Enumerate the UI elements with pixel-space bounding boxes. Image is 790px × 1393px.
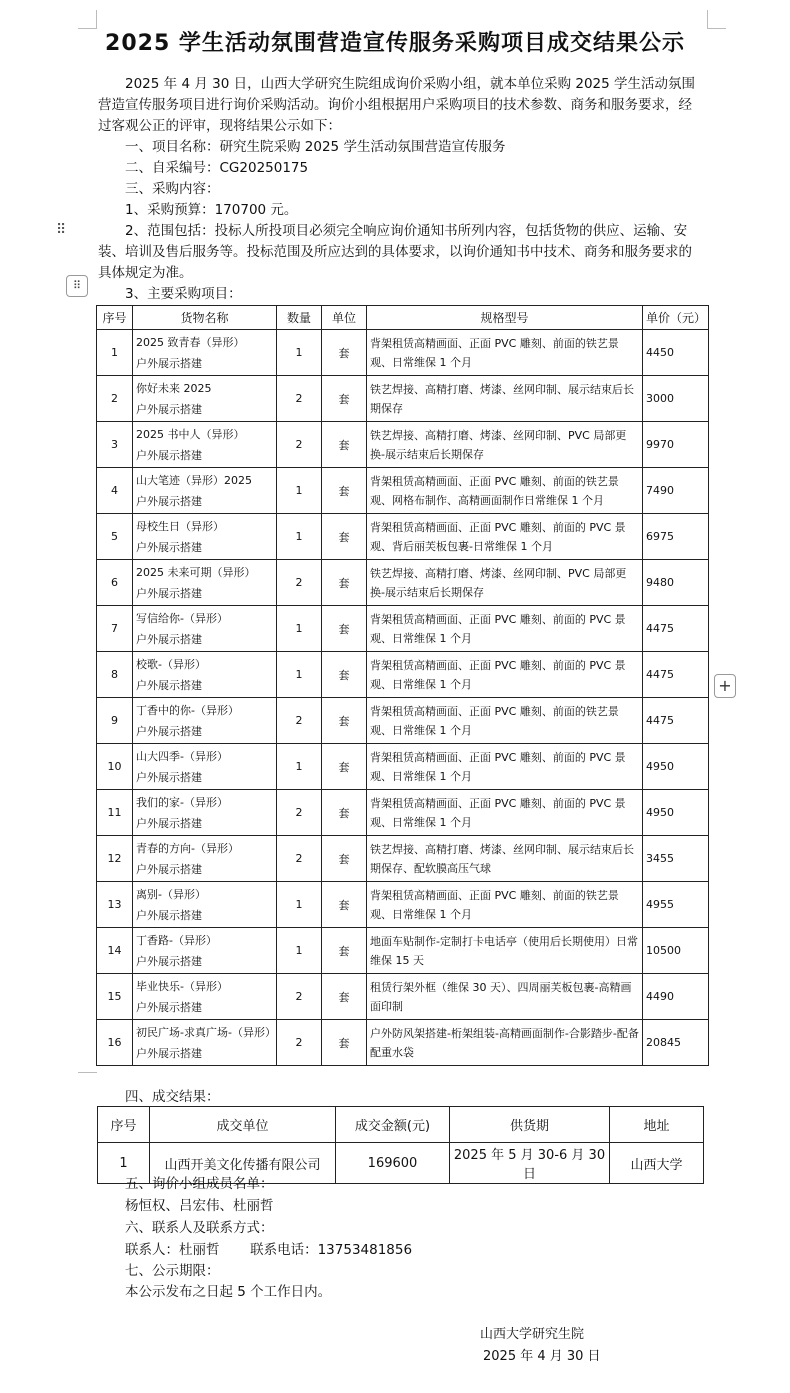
table-row xyxy=(97,1020,709,1066)
item-spec: 铁艺焊接、高精打磨、烤漆、丝网印制、展示结束后长期保存、配软膜高压气球 xyxy=(367,836,643,882)
item-unit: 套 xyxy=(322,514,367,560)
item-qty: 2 xyxy=(277,698,322,744)
members-heading: 五、询价小组成员名单： xyxy=(125,1176,274,1192)
item-no: 6 xyxy=(97,560,133,606)
document-title: 2025 学生活动氛围营造宣传服务采购项目成交结果公示 xyxy=(105,31,685,56)
item-unit: 套 xyxy=(322,744,367,790)
table-row xyxy=(97,790,709,836)
item-no: 14 xyxy=(97,928,133,974)
contact-person: 联系人：杜丽哲 xyxy=(125,1242,220,1258)
item-price: 10500 xyxy=(643,928,709,974)
add-row-icon[interactable]: + xyxy=(714,674,736,698)
item-unit: 套 xyxy=(322,974,367,1020)
main-items-heading: 3、主要采购项目： xyxy=(125,286,242,302)
header-unit: 单位 xyxy=(322,306,367,330)
result-header-amount: 成交金额(元) xyxy=(336,1107,450,1143)
header-no: 序号 xyxy=(97,306,133,330)
item-no: 7 xyxy=(97,606,133,652)
item-price: 4475 xyxy=(643,606,709,652)
item-name-line2: 户外展示搭建 xyxy=(136,586,202,600)
item-qty: 2 xyxy=(277,422,322,468)
item-name xyxy=(133,698,277,744)
item-qty: 2 xyxy=(277,560,322,606)
item-name xyxy=(133,468,277,514)
item-qty: 1 xyxy=(277,468,322,514)
item-name-line2: 户外展示搭建 xyxy=(136,1000,202,1014)
period-text: 本公示发布之日起 5 个工作日内。 xyxy=(125,1284,332,1300)
item-qty: 2 xyxy=(277,376,322,422)
item-no: 2 xyxy=(97,376,133,422)
item-spec: 租赁行架外框（维保 30 天）、四周丽芙板包裹-高精画面印制 xyxy=(367,974,643,1020)
item-price: 4955 xyxy=(643,882,709,928)
drag-handle-icon[interactable]: ⠿ xyxy=(56,222,67,238)
table-row xyxy=(97,606,709,652)
item-name-line2: 户外展示搭建 xyxy=(136,448,202,462)
contact-line xyxy=(98,1240,698,1261)
result-table-header xyxy=(98,1107,704,1143)
item-no: 10 xyxy=(97,744,133,790)
result-header-no: 序号 xyxy=(98,1107,150,1143)
table-row xyxy=(97,468,709,514)
item-no: 12 xyxy=(97,836,133,882)
result-period: 2025 年 5 月 30-6 月 30 日 xyxy=(450,1143,610,1184)
item-name-line1: 我们的家-（异形） xyxy=(136,795,228,809)
result-header-company: 成交单位 xyxy=(150,1107,336,1143)
item-spec: 背架租赁高精画面、正面 PVC 雕刻、前面的铁艺景观、日常维保 1 个月 xyxy=(367,698,643,744)
item-name xyxy=(133,744,277,790)
item-name-line1: 母校生日（异形） xyxy=(136,519,224,533)
item-name-line1: 2025 未来可期（异形） xyxy=(136,565,256,579)
item-price: 4950 xyxy=(643,790,709,836)
item-price: 20845 xyxy=(643,1020,709,1066)
item-name xyxy=(133,652,277,698)
item-spec: 铁艺焊接、高精打磨、烤漆、丝网印制、展示结束后长期保存 xyxy=(367,376,643,422)
item-name-line2: 户外展示搭建 xyxy=(136,770,202,784)
item-name-line1: 丁香路-（异形） xyxy=(136,933,217,947)
table-row xyxy=(97,330,709,376)
item-name xyxy=(133,606,277,652)
page-corner-mark xyxy=(78,1072,97,1073)
item-name xyxy=(133,882,277,928)
item-name-line1: 青春的方向-（异形） xyxy=(136,841,239,855)
item-unit: 套 xyxy=(322,790,367,836)
table-row xyxy=(97,560,709,606)
item-no: 3 xyxy=(97,422,133,468)
item-spec: 背架租赁高精画面、正面 PVC 雕刻、前面的铁艺景观、日常维保 1 个月 xyxy=(367,330,643,376)
item-spec: 铁艺焊接、高精打磨、烤漆、丝网印制、PVC 局部更换-展示结束后长期保存 xyxy=(367,422,643,468)
item-no: 15 xyxy=(97,974,133,1020)
item-name-line2: 户外展示搭建 xyxy=(136,724,202,738)
result-company: 山西开美文化传播有限公司 xyxy=(150,1143,336,1184)
items-table-header xyxy=(97,306,709,330)
content-heading: 三、采购内容： xyxy=(125,181,220,197)
project-name: 一、项目名称：研究生院采购 2025 学生活动氛围营造宣传服务 xyxy=(125,139,506,155)
item-spec: 背架租赁高精画面、正面 PVC 雕刻、前面的 PVC 景观、日常维保 1 个月 xyxy=(367,790,643,836)
item-name xyxy=(133,376,277,422)
item-unit: 套 xyxy=(322,1020,367,1066)
table-row xyxy=(97,652,709,698)
item-unit: 套 xyxy=(322,652,367,698)
table-handle-icon[interactable]: ⠿ xyxy=(66,275,88,297)
item-unit: 套 xyxy=(322,882,367,928)
item-name-line1: 山大四季-（异形） xyxy=(136,749,228,763)
item-price: 4475 xyxy=(643,652,709,698)
item-no: 13 xyxy=(97,882,133,928)
members-list: 杨恒权、吕宏伟、杜丽哲 xyxy=(125,1198,274,1214)
item-name-line2: 户外展示搭建 xyxy=(136,908,202,922)
item-price: 6975 xyxy=(643,514,709,560)
item-no: 5 xyxy=(97,514,133,560)
item-spec: 地面车贴制作-定制打卡电话亭（使用后长期使用）日常维保 15 天 xyxy=(367,928,643,974)
item-price: 4450 xyxy=(643,330,709,376)
table-row xyxy=(97,928,709,974)
self-code: 二、自采编号：CG20250175 xyxy=(125,160,309,176)
item-qty: 2 xyxy=(277,836,322,882)
table-row xyxy=(97,422,709,468)
header-price: 单价（元） xyxy=(643,306,709,330)
item-name xyxy=(133,790,277,836)
item-name-line1: 2025 致青春（异形） xyxy=(136,335,245,349)
item-unit: 套 xyxy=(322,422,367,468)
header-name: 货物名称 xyxy=(133,306,277,330)
item-price: 9970 xyxy=(643,422,709,468)
item-name-line1: 丁香中的你-（异形） xyxy=(136,703,239,717)
item-qty: 1 xyxy=(277,606,322,652)
header-qty: 数量 xyxy=(277,306,322,330)
item-name xyxy=(133,330,277,376)
item-unit: 套 xyxy=(322,698,367,744)
scope-paragraph: 2、范围包括：投标人所投项目必须完全响应询价通知书所列内容，包括货物的供应、运输、安装、培训及售后服务等。投标范围及所应达到的具体要求，以询价通知书中技术、商务和服务要求的具体规定为准。 xyxy=(98,223,692,281)
item-no: 4 xyxy=(97,468,133,514)
result-heading: 四、成交结果： xyxy=(125,1089,220,1105)
item-no: 8 xyxy=(97,652,133,698)
result-header-period: 供货期 xyxy=(450,1107,610,1143)
item-price: 4950 xyxy=(643,744,709,790)
result-amount: 169600 xyxy=(336,1143,450,1184)
item-spec: 背架租赁高精画面、正面 PVC 雕刻、前面的 PVC 景观、日常维保 1 个月 xyxy=(367,652,643,698)
item-spec: 背架租赁高精画面、正面 PVC 雕刻、前面的 PVC 景观、日常维保 1 个月 xyxy=(367,606,643,652)
item-name-line2: 户外展示搭建 xyxy=(136,862,202,876)
item-name-line2: 户外展示搭建 xyxy=(136,816,202,830)
item-price: 3455 xyxy=(643,836,709,882)
item-name-line2: 户外展示搭建 xyxy=(136,402,202,416)
item-name-line1: 2025 书中人（异形） xyxy=(136,427,245,441)
item-name-line2: 户外展示搭建 xyxy=(136,632,202,646)
item-spec: 户外防风架搭建-桁架组装-高精画面制作-合影踏步-配备配重水袋 xyxy=(367,1020,643,1066)
table-row xyxy=(97,744,709,790)
item-unit: 套 xyxy=(322,560,367,606)
item-qty: 1 xyxy=(277,744,322,790)
item-qty: 1 xyxy=(277,882,322,928)
contact-heading: 六、联系人及联系方式： xyxy=(125,1220,274,1236)
item-price: 4490 xyxy=(643,974,709,1020)
table-row xyxy=(97,882,709,928)
item-unit: 套 xyxy=(322,928,367,974)
item-name-line2: 户外展示搭建 xyxy=(136,678,202,692)
header-spec: 规格型号 xyxy=(367,306,643,330)
item-qty: 1 xyxy=(277,652,322,698)
item-price: 3000 xyxy=(643,376,709,422)
budget-line: 1、采购预算：170700 元。 xyxy=(125,202,298,218)
item-name-line2: 户外展示搭建 xyxy=(136,494,202,508)
item-name xyxy=(133,1020,277,1066)
item-qty: 2 xyxy=(277,1020,322,1066)
signature-date: 2025 年 4 月 30 日 xyxy=(483,1349,601,1364)
item-price: 9480 xyxy=(643,560,709,606)
signature-org: 山西大学研究生院 xyxy=(480,1327,585,1342)
item-no: 1 xyxy=(97,330,133,376)
item-qty: 1 xyxy=(277,514,322,560)
item-price: 7490 xyxy=(643,468,709,514)
item-unit: 套 xyxy=(322,468,367,514)
items-table xyxy=(96,305,709,1066)
item-unit: 套 xyxy=(322,376,367,422)
item-name-line1: 校歌-（异形） xyxy=(136,657,206,671)
item-name-line2: 户外展示搭建 xyxy=(136,954,202,968)
item-name xyxy=(133,974,277,1020)
item-name-line2: 户外展示搭建 xyxy=(136,356,202,370)
intro-paragraph: 2025 年 4 月 30 日，山西大学研究生院组成询价采购小组，就本单位采购 2025 学生活动氛围营造宣传服务项目进行询价采购活动。询价小组根据用户采购项目的技术参数、商务和服务要求，经过客观公正的评审，现将结果公示如下： xyxy=(98,76,696,134)
result-no: 1 xyxy=(98,1143,150,1184)
table-row xyxy=(97,974,709,1020)
item-name xyxy=(133,836,277,882)
item-qty: 1 xyxy=(277,928,322,974)
item-qty: 1 xyxy=(277,330,322,376)
item-qty: 2 xyxy=(277,790,322,836)
item-no: 11 xyxy=(97,790,133,836)
item-unit: 套 xyxy=(322,330,367,376)
item-no: 9 xyxy=(97,698,133,744)
item-spec: 背架租赁高精画面、正面 PVC 雕刻、前面的 PVC 景观、背后丽芙板包裹-日常维保 1 个月 xyxy=(367,514,643,560)
item-name-line1: 写信给你-（异形） xyxy=(136,611,228,625)
contact-phone: 联系电话：13753481856 xyxy=(250,1242,413,1258)
item-spec: 背架租赁高精画面、正面 PVC 雕刻、前面的铁艺景观、日常维保 1 个月 xyxy=(367,882,643,928)
item-name xyxy=(133,560,277,606)
item-no: 16 xyxy=(97,1020,133,1066)
item-unit: 套 xyxy=(322,836,367,882)
result-address: 山西大学 xyxy=(610,1143,704,1184)
item-spec: 背架租赁高精画面、正面 PVC 雕刻、前面的 PVC 景观、日常维保 1 个月 xyxy=(367,744,643,790)
item-name xyxy=(133,514,277,560)
table-row xyxy=(97,698,709,744)
item-name xyxy=(133,422,277,468)
item-price: 4475 xyxy=(643,698,709,744)
item-name-line1: 离别-（异形） xyxy=(136,887,206,901)
item-name xyxy=(133,928,277,974)
item-spec: 铁艺焊接、高精打磨、烤漆、丝网印制、PVC 局部更换-展示结束后长期保存 xyxy=(367,560,643,606)
item-qty: 2 xyxy=(277,974,322,1020)
item-name-line2: 户外展示搭建 xyxy=(136,540,202,554)
item-spec: 背架租赁高精画面、正面 PVC 雕刻、前面的铁艺景观、网格布制作、高精画面制作日常维保 1 个月 xyxy=(367,468,643,514)
result-table xyxy=(97,1106,704,1184)
period-heading: 七、公示期限： xyxy=(125,1263,220,1279)
item-name-line1: 山大笔迹（异形）2025 xyxy=(136,473,252,487)
table-row xyxy=(97,376,709,422)
table-row xyxy=(97,514,709,560)
table-row xyxy=(97,836,709,882)
item-unit: 套 xyxy=(322,606,367,652)
result-header-address: 地址 xyxy=(610,1107,704,1143)
item-name-line1: 初民广场-求真广场-（异形）户外展示搭建 xyxy=(136,1025,271,1060)
item-name-line1: 你好未来 2025 xyxy=(136,381,212,395)
item-name-line1: 毕业快乐-（异形） xyxy=(136,979,228,993)
